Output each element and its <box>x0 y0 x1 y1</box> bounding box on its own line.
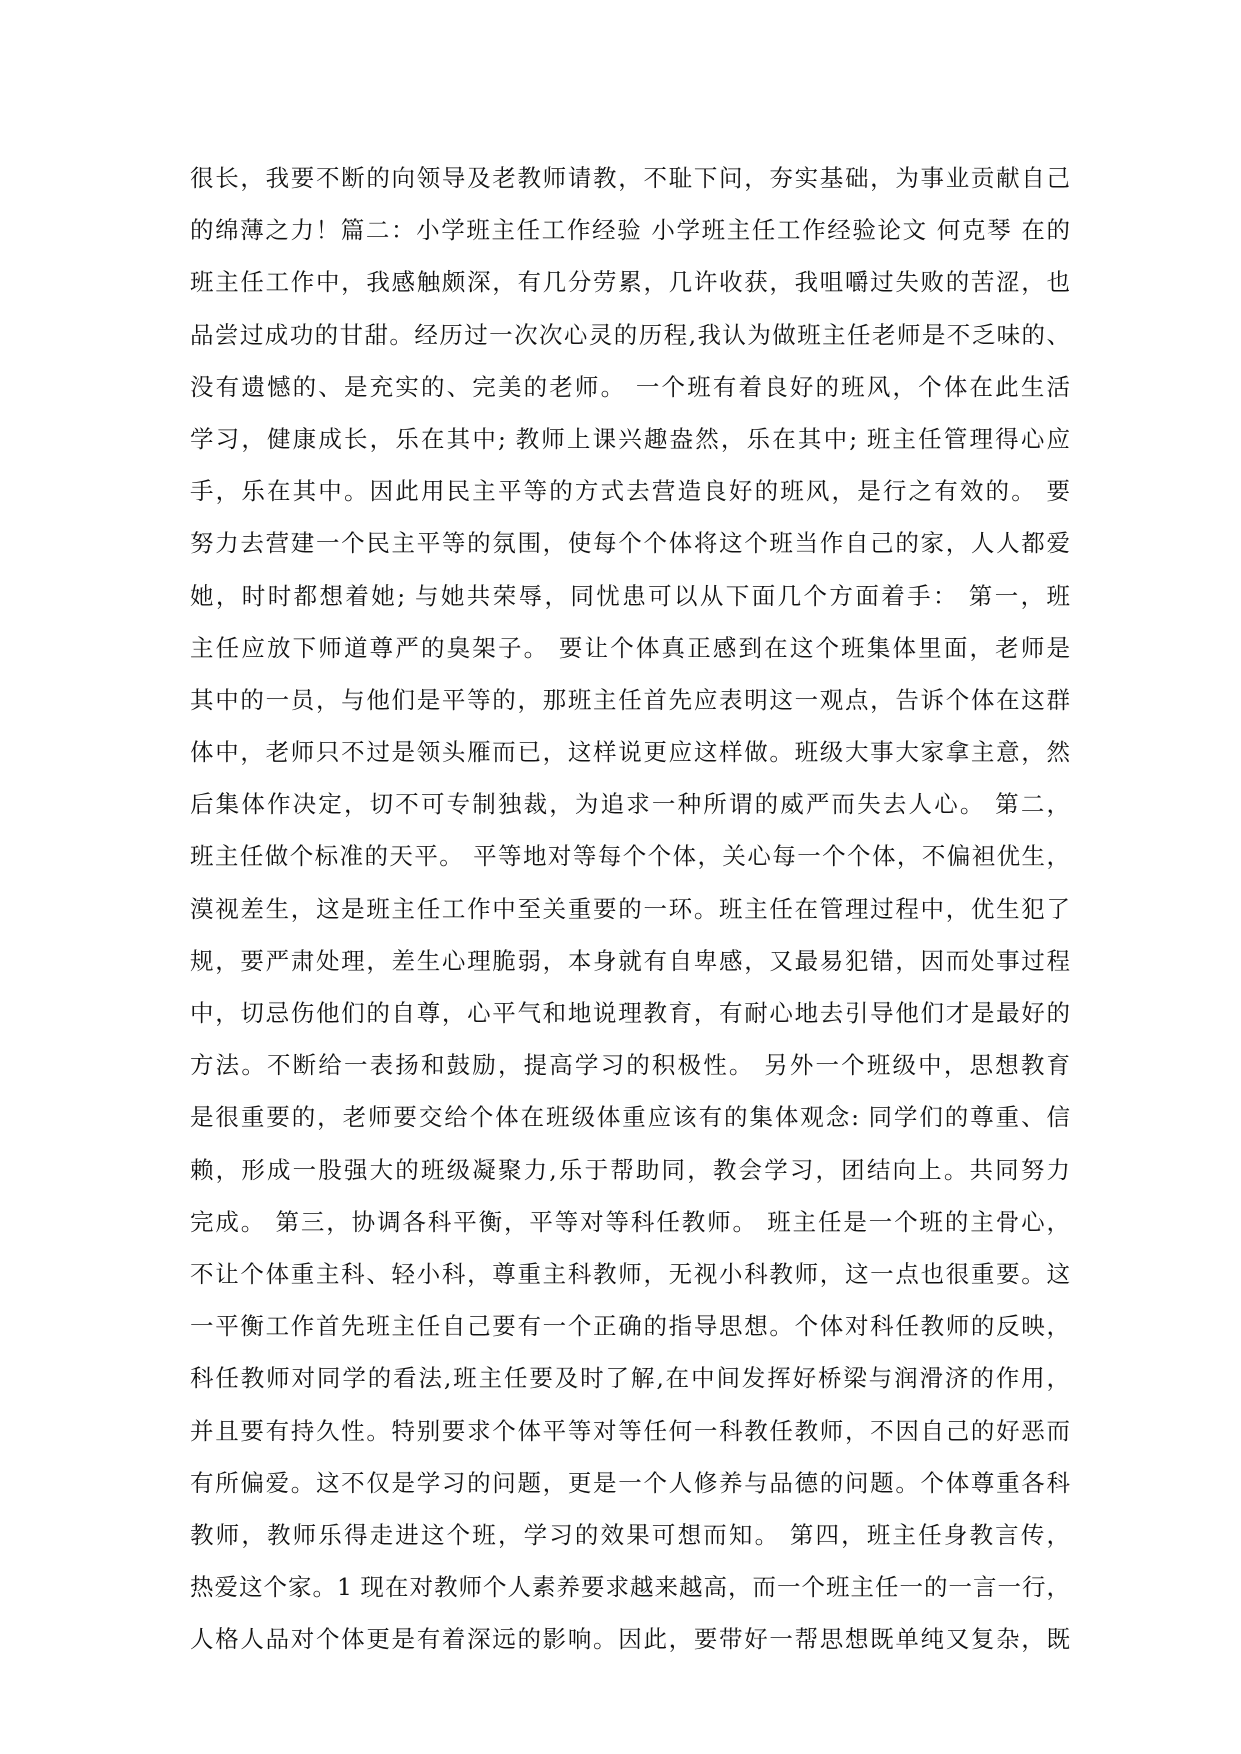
text-line: 学习，健康成长，乐在其中; 教师上课兴趣盎然，乐在其中; 班主任管理得心应 <box>190 424 1070 453</box>
text-line: 的绵薄之力！篇二：小学班主任工作经验 小学班主任工作经验论文 何克琴 在的 <box>190 216 1070 245</box>
text-line: 努力去营建一个民主平等的氛围，使每个个体将这个班当作自己的家，人人都爱 <box>190 529 1070 558</box>
text-line: 是很重要的，老师要交给个体在班级体重应该有的集体观念: 同学们的尊重、信 <box>190 1103 1070 1132</box>
text-line: 教师，教师乐得走进这个班，学习的效果可想而知。 第四，班主任身教言传， <box>190 1520 1070 1549</box>
text-line: 班主任做个标准的天平。 平等地对等每个个体，关心每一个个体，不偏袒优生， <box>190 842 1070 871</box>
body-text <box>190 152 1070 1665</box>
text-line: 规，要严肃处理，差生心理脆弱，本身就有自卑感，又最易犯错，因而处事过程 <box>190 946 1070 975</box>
text-line: 主任应放下师道尊严的臭架子。 要让个体真正感到在这个班集体里面，老师是 <box>190 633 1070 662</box>
text-line: 不让个体重主科、轻小科，尊重主科教师，无视小科教师，这一点也很重要。这 <box>190 1259 1070 1288</box>
text-line: 并且要有持久性。特别要求个体平等对等任何一科教任教师，不因自己的好恶而 <box>190 1416 1070 1445</box>
text-line: 漠视差生，这是班主任工作中至关重要的一环。班主任在管理过程中，优生犯了 <box>190 894 1070 923</box>
text-line: 体中，老师只不过是领头雁而已，这样说更应这样做。班级大事大家拿主意，然 <box>190 738 1070 767</box>
text-line: 中，切忌伤他们的自尊，心平气和地说理教育，有耐心地去引导他们才是最好的 <box>190 999 1070 1027</box>
text-line: 班主任工作中，我感触颇深，有几分劳累，几许收获，我咀嚼过失败的苦涩，也 <box>190 268 1070 297</box>
text-line: 一平衡工作首先班主任自己要有一个正确的指导思想。个体对科任教师的反映， <box>190 1312 1070 1341</box>
text-line: 有所偏爱。这不仅是学习的问题，更是一个人修养与品德的问题。个体尊重各科 <box>190 1468 1070 1497</box>
text-line: 赖，形成一股强大的班级凝聚力,乐于帮助同，教会学习，团结向上。共同努力 <box>190 1155 1070 1184</box>
text-line: 其中的一员，与他们是平等的，那班主任首先应表明这一观点，告诉个体在这群 <box>190 685 1070 714</box>
text-line: 人格人品对个体更是有着深远的影响。因此，要带好一帮思想既单纯又复杂，既 <box>190 1625 1070 1654</box>
text-line: 品尝过成功的甘甜。经历过一次次心灵的历程,我认为做班主任老师是不乏味的、 <box>190 320 1070 349</box>
text-line: 完成。 第三，协调各科平衡，平等对等科任教师。 班主任是一个班的主骨心， <box>190 1207 1070 1236</box>
text-line: 很长，我要不断的向领导及老教师请教，不耻下问，夯实基础，为事业贡献自己 <box>190 164 1070 192</box>
text-line: 手，乐在其中。因此用民主平等的方式去营造良好的班风，是行之有效的。 要 <box>190 477 1070 506</box>
text-line: 科任教师对同学的看法,班主任要及时了解,在中间发挥好桥梁与润滑济的作用， <box>190 1364 1070 1393</box>
text-line: 她，时时都想着她; 与她共荣辱，同忧患可以从下面几个方面着手： 第一，班 <box>190 581 1070 610</box>
text-line: 没有遗憾的、是充实的、完美的老师。 一个班有着良好的班风，个体在此生活 <box>190 372 1070 401</box>
text-line: 方法。不断给一表扬和鼓励，提高学习的积极性。 另外一个班级中，思想教育 <box>190 1051 1070 1080</box>
text-line: 后集体作决定，切不可专制独裁，为追求一种所谓的威严而失去人心。 第二， <box>190 790 1070 819</box>
text-line: 热爱这个家。1 现在对教师个人素养要求越来越高，而一个班主任一的一言一行， <box>190 1573 1070 1602</box>
